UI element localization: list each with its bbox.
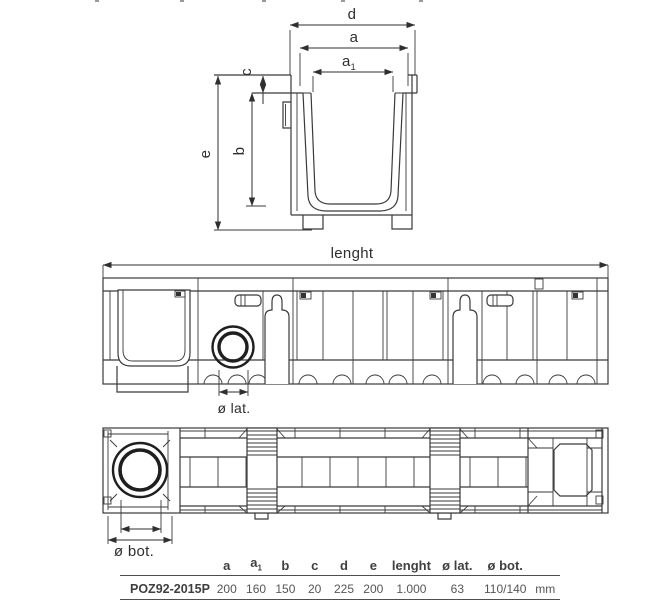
header-e: e: [369, 558, 377, 573]
side-length-view: [103, 245, 608, 416]
dim-label-a: a: [349, 29, 359, 46]
value-d: 225: [333, 582, 355, 596]
value-a: 200: [216, 582, 237, 596]
dim-label-lat: ø lat.: [217, 400, 251, 416]
value-bot: 110/140: [483, 582, 527, 596]
dim-label-a1: $a_1$: [342, 53, 356, 72]
unit-label: mm: [535, 582, 556, 596]
bottom-view: [103, 428, 608, 560]
header-d: d: [340, 558, 348, 573]
table-header-row: [120, 556, 560, 576]
header-b: b: [281, 558, 290, 573]
cross-section-view: [197, 6, 417, 230]
value-a1: 160: [246, 582, 267, 596]
bottom-outlet-section: [104, 430, 170, 510]
header-a: a: [223, 558, 231, 573]
end-cap-section: [528, 428, 603, 513]
dim-label-d: d: [347, 6, 357, 23]
dim-label-c: c: [238, 68, 255, 76]
header-length: lenght: [391, 558, 431, 573]
dim-label-b: b: [231, 146, 248, 156]
model-code: POZ92-2015P: [130, 582, 210, 596]
value-lat: 63: [450, 582, 465, 596]
dim-label-bot: ø bot.: [113, 543, 155, 560]
value-e: 200: [363, 582, 384, 596]
coupling-block: [422, 428, 468, 519]
header-lat: ø lat.: [442, 558, 473, 573]
dim-label-length: lenght: [330, 245, 374, 262]
header-a1: $a_1$: [250, 555, 262, 573]
table-data-row: [120, 576, 560, 600]
dimension-table: [120, 556, 560, 600]
header-c: c: [311, 558, 319, 573]
dim-label-e: e: [197, 149, 214, 159]
value-length: 1.000: [396, 582, 427, 596]
value-c: 20: [308, 582, 322, 596]
value-b: 150: [275, 582, 296, 596]
header-bot: ø bot.: [487, 558, 523, 573]
